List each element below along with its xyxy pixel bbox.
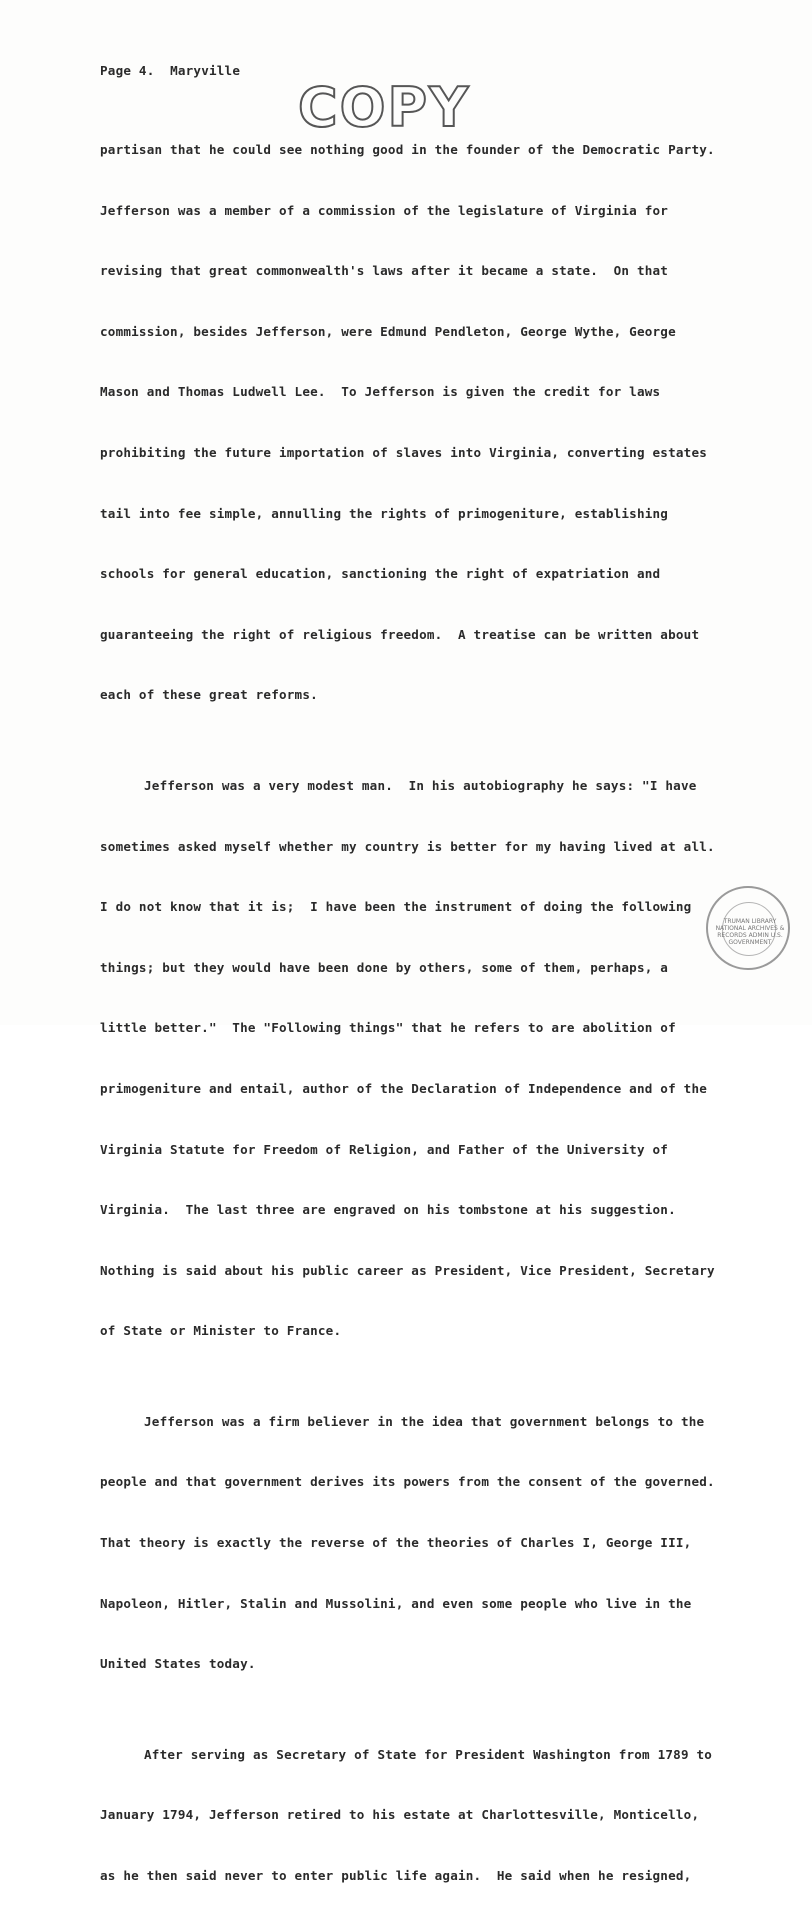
text-line: January 1794, Jefferson retired to his estate at Charlottesville, Monticello, (100, 1807, 700, 1823)
text-line: little better." The "Following things" that he refers to are abolition of (100, 1020, 676, 1036)
text-line: United States today. (100, 1656, 256, 1672)
text-line: schools for general education, sanctioning the right of expatriation and (100, 566, 661, 582)
text-line: commission, besides Jefferson, were Edmund Pendleton, George Wythe, George (100, 323, 676, 339)
text-line: Virginia. The last three are engraved on his tombstone at his suggestion. (100, 1202, 676, 1218)
text-line: guaranteeing the right of religious freedom. A treatise can be written about (100, 626, 700, 642)
text-line: sometimes asked myself whether my country is better for my having lived at all. (100, 838, 715, 854)
place-name: Maryville (170, 63, 241, 78)
seal-text: TRUMAN LIBRARY NATIONAL ARCHIVES & RECORDS ADMIN U.S. GOVERNMENT (715, 918, 785, 946)
body-text (100, 95, 790, 1927)
text-line: things; but they would have been done by others, some of them, perhaps, a (100, 959, 669, 975)
text-line: revising that great commonwealth's laws after it became a state. On that (100, 263, 669, 279)
text-line: people and that government derives its powers from the consent of the governed. (100, 1474, 715, 1490)
text-line: as he then said never to enter public life again. He said when he resigned, (100, 1868, 692, 1884)
text-line: of State or Minister to France. (100, 1323, 342, 1339)
text-line: Jefferson was a firm believer in the idea that government belongs to the (144, 1413, 705, 1429)
copy-stamp: COPY (298, 76, 471, 139)
text-line: Virginia Statute for Freedom of Religion, and Father of the University of (100, 1141, 669, 1157)
text-line: each of these great reforms. (100, 687, 318, 703)
text-line: Mason and Thomas Ludwell Lee. To Jefferson is given the credit for laws (100, 384, 661, 400)
text-line: After serving as Secretary of State for President Washington from 1789 to (144, 1746, 713, 1762)
text-line: Napoleon, Hitler, Stalin and Mussolini, and even some people who live in the (100, 1595, 692, 1611)
text-line: tail into fee simple, annulling the rights of primogeniture, establishing (100, 505, 669, 521)
text-line: I do not know that it is; I have been the instrument of doing the following (100, 899, 692, 915)
text-line: prohibiting the future importation of slaves into Virginia, converting estates (100, 444, 708, 460)
text-line: Nothing is said about his public career as President, Vice President, Secretary (100, 1262, 715, 1278)
page-header (100, 63, 240, 78)
text-line: Jefferson was a member of a commission of the legislature of Virginia for (100, 202, 669, 218)
page-number: Page 4. (100, 63, 155, 78)
archive-seal-stamp (706, 886, 790, 970)
text-line: partisan that he could see nothing good in the founder of the Democratic Party. (100, 142, 715, 157)
text-line: That theory is exactly the reverse of the theories of Charles I, George III, (100, 1535, 692, 1551)
text-line: Jefferson was a very modest man. In his autobiography he says: "I have (144, 777, 697, 793)
text-line: primogeniture and entail, author of the Declaration of Independence and of the (100, 1080, 708, 1096)
